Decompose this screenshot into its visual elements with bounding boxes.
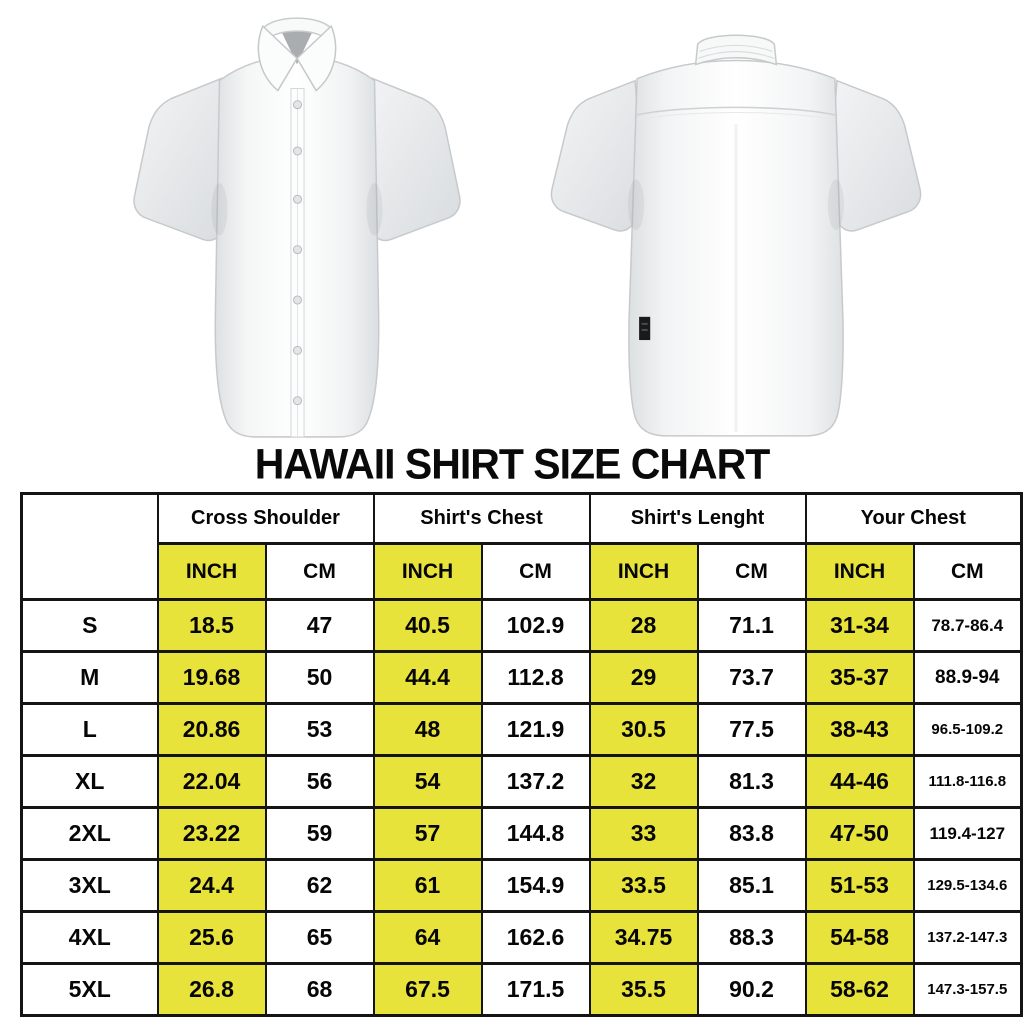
inch-value-cell: 33 — [590, 808, 698, 860]
cm-value-cell: 137.2 — [482, 756, 590, 808]
cm-value-cell: 85.1 — [698, 860, 806, 912]
inch-value-cell: 38-43 — [806, 704, 914, 756]
cm-value-cell: 65 — [266, 912, 374, 964]
size-label: M — [22, 652, 158, 704]
inch-value-cell: 35-37 — [806, 652, 914, 704]
shirt-front-image — [130, 8, 464, 446]
cm-value-cell: 121.9 — [482, 704, 590, 756]
cm-value-cell: 90.2 — [698, 964, 806, 1016]
front-placket — [291, 89, 304, 437]
inch-value-cell: 29 — [590, 652, 698, 704]
table-row — [22, 704, 1022, 756]
cm-value-cell: 81.3 — [698, 756, 806, 808]
table-row — [22, 860, 1022, 912]
inch-value-cell: 33.5 — [590, 860, 698, 912]
size-label: XL — [22, 756, 158, 808]
cm-value-cell: 137.2-147.3 — [914, 912, 1022, 964]
inch-value-cell: 34.75 — [590, 912, 698, 964]
unit-header-row — [22, 544, 1022, 600]
cm-value-cell: 59 — [266, 808, 374, 860]
size-label: 5XL — [22, 964, 158, 1016]
cm-value-cell: 129.5-134.6 — [914, 860, 1022, 912]
inch-value-cell: 44.4 — [374, 652, 482, 704]
inch-value-cell: 18.5 — [158, 600, 266, 652]
size-table-body — [22, 600, 1022, 1016]
column-group-shirts-length: Shirt's Lenght — [590, 494, 806, 544]
inch-value-cell: 19.68 — [158, 652, 266, 704]
unit-header-cm: CM — [698, 544, 806, 600]
table-row — [22, 808, 1022, 860]
cm-value-cell: 88.3 — [698, 912, 806, 964]
inch-value-cell: 51-53 — [806, 860, 914, 912]
cm-value-cell: 77.5 — [698, 704, 806, 756]
back-hem-tag — [639, 317, 650, 340]
size-label: L — [22, 704, 158, 756]
inch-value-cell: 54 — [374, 756, 482, 808]
table-row — [22, 964, 1022, 1016]
corner-blank-cell — [22, 494, 158, 600]
cm-value-cell: 47 — [266, 600, 374, 652]
size-label: S — [22, 600, 158, 652]
unit-header-inch: INCH — [158, 544, 266, 600]
column-group-your-chest: Your Chest — [806, 494, 1022, 544]
cm-value-cell: 144.8 — [482, 808, 590, 860]
unit-header-cm: CM — [266, 544, 374, 600]
cm-value-cell: 83.8 — [698, 808, 806, 860]
cm-value-cell: 56 — [266, 756, 374, 808]
cm-value-cell: 88.9-94 — [914, 652, 1022, 704]
cm-value-cell: 73.7 — [698, 652, 806, 704]
cm-value-cell: 102.9 — [482, 600, 590, 652]
cm-value-cell: 162.6 — [482, 912, 590, 964]
cm-value-cell: 50 — [266, 652, 374, 704]
shirt-images — [0, 0, 1024, 448]
unit-header-inch: INCH — [374, 544, 482, 600]
size-label: 4XL — [22, 912, 158, 964]
inch-value-cell: 24.4 — [158, 860, 266, 912]
inch-value-cell: 31-34 — [806, 600, 914, 652]
inch-value-cell: 67.5 — [374, 964, 482, 1016]
inch-value-cell: 48 — [374, 704, 482, 756]
inch-value-cell: 47-50 — [806, 808, 914, 860]
cm-value-cell: 78.7-86.4 — [914, 600, 1022, 652]
column-group-shirts-chest: Shirt's Chest — [374, 494, 590, 544]
cm-value-cell: 171.5 — [482, 964, 590, 1016]
group-header-row — [22, 494, 1022, 544]
shirt-back-image — [543, 8, 929, 444]
unit-header-inch: INCH — [590, 544, 698, 600]
inch-value-cell: 61 — [374, 860, 482, 912]
size-label: 2XL — [22, 808, 158, 860]
cm-value-cell: 68 — [266, 964, 374, 1016]
inch-value-cell: 35.5 — [590, 964, 698, 1016]
cm-value-cell: 112.8 — [482, 652, 590, 704]
column-group-cross-shoulder: Cross Shoulder — [158, 494, 374, 544]
inch-value-cell: 30.5 — [590, 704, 698, 756]
cm-value-cell: 71.1 — [698, 600, 806, 652]
unit-header-inch: INCH — [806, 544, 914, 600]
inch-value-cell: 26.8 — [158, 964, 266, 1016]
size-label: 3XL — [22, 860, 158, 912]
cm-value-cell: 111.8-116.8 — [914, 756, 1022, 808]
cm-value-cell: 62 — [266, 860, 374, 912]
inch-value-cell: 44-46 — [806, 756, 914, 808]
cm-value-cell: 154.9 — [482, 860, 590, 912]
inch-value-cell: 54-58 — [806, 912, 914, 964]
inch-value-cell: 64 — [374, 912, 482, 964]
inch-value-cell: 22.04 — [158, 756, 266, 808]
inch-value-cell: 28 — [590, 600, 698, 652]
table-row — [22, 652, 1022, 704]
table-row — [22, 912, 1022, 964]
inch-value-cell: 23.22 — [158, 808, 266, 860]
unit-header-cm: CM — [482, 544, 590, 600]
cm-value-cell: 147.3-157.5 — [914, 964, 1022, 1016]
unit-header-cm: CM — [914, 544, 1022, 600]
inch-value-cell: 58-62 — [806, 964, 914, 1016]
cm-value-cell: 119.4-127 — [914, 808, 1022, 860]
cm-value-cell: 53 — [266, 704, 374, 756]
inch-value-cell: 40.5 — [374, 600, 482, 652]
inch-value-cell: 57 — [374, 808, 482, 860]
inch-value-cell: 32 — [590, 756, 698, 808]
cm-value-cell: 96.5-109.2 — [914, 704, 1022, 756]
table-row — [22, 756, 1022, 808]
table-row — [22, 600, 1022, 652]
inch-value-cell: 25.6 — [158, 912, 266, 964]
size-chart-table — [20, 492, 1023, 1017]
page-title: HAWAII SHIRT SIZE CHART — [254, 440, 770, 488]
inch-value-cell: 20.86 — [158, 704, 266, 756]
